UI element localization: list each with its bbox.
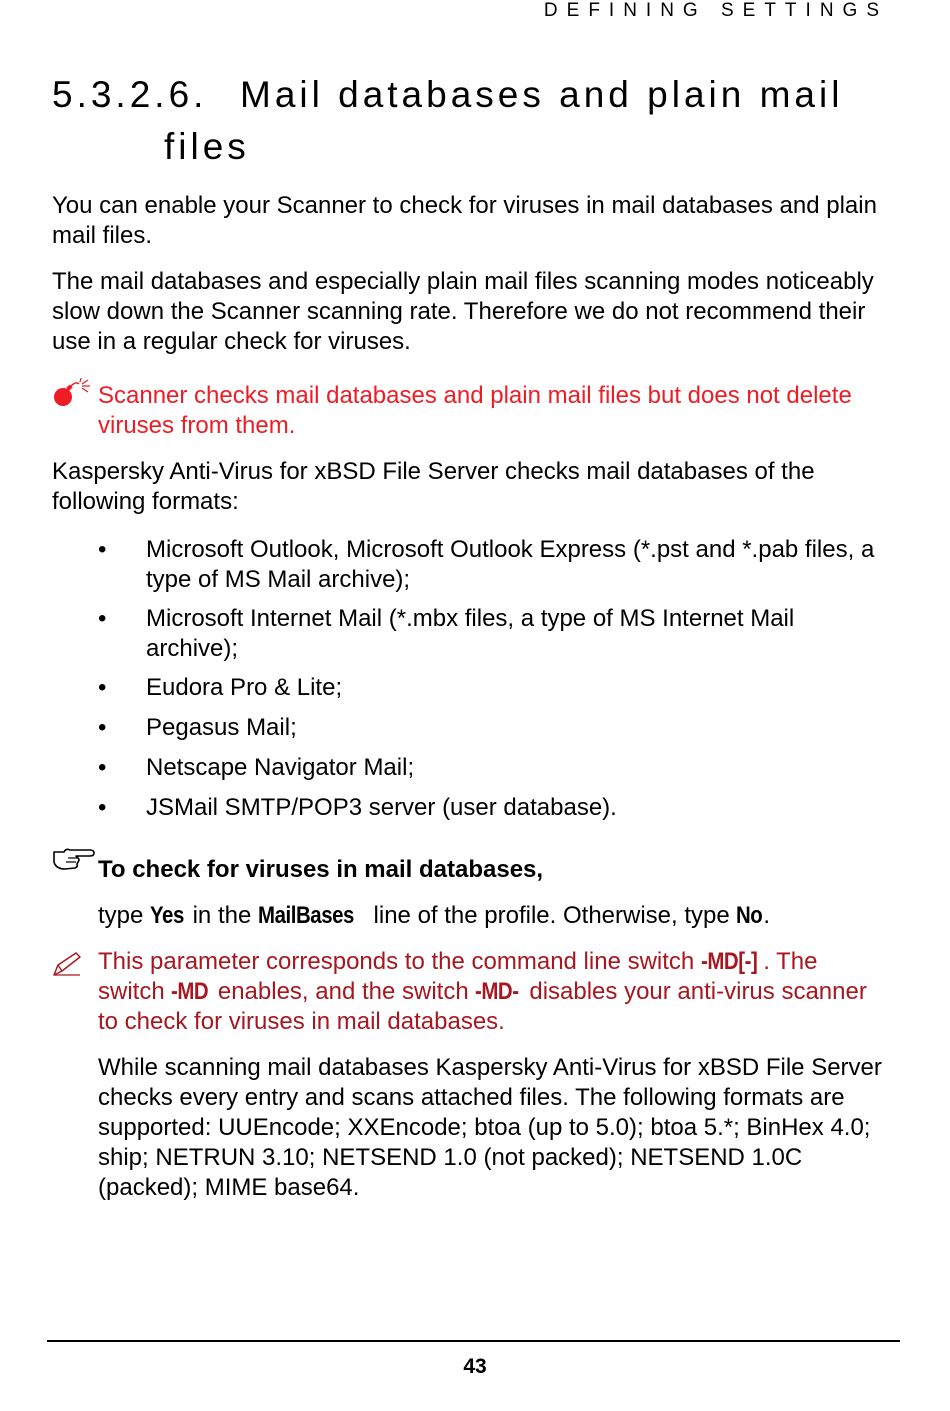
list-item: Eudora Pro & Lite; xyxy=(146,674,343,701)
list-bullet: • xyxy=(98,536,107,563)
procedure-heading: To check for viruses in mail databases, xyxy=(98,856,544,883)
list-item: Pegasus Mail; xyxy=(146,714,297,741)
performance-paragraph: The mail databases and especially plain mail files scanning modes noticeably slow down the Scanner scanning rate. Therefore we do not recommend their use in a regular check for viruses. xyxy=(52,268,874,355)
switch-md-enable: -MD xyxy=(171,978,209,1005)
warning-text: Scanner checks mail databases and plain mail files but does not delete viruses from them. xyxy=(98,382,852,439)
footer-divider xyxy=(47,1340,900,1342)
list-bullet: • xyxy=(98,605,107,632)
keyword-no: No xyxy=(736,902,763,929)
section-title-line1: Mail databases and plain mail xyxy=(240,74,844,115)
note-text: This parameter corresponds to the command line switch -MD[-] . The switch -MD enables, and the switch -MD- disables your anti-virus scanner to check for viruses in mail databases. xyxy=(98,948,867,1035)
pencil-note-icon xyxy=(52,951,82,977)
bomb-icon xyxy=(52,378,96,408)
intro-paragraph: You can enable your Scanner to check for viruses in mail databases and plain mail files. xyxy=(52,192,877,249)
list-item: JSMail SMTP/POP3 server (user database). xyxy=(146,794,617,821)
pointing-hand-icon xyxy=(52,846,96,872)
procedure-text: type Yes in the MailBases line of the profile. Otherwise, type No. xyxy=(98,902,771,929)
list-item: Microsoft Internet Mail (*.mbx files, a type of MS Internet Mail archive); xyxy=(146,605,795,662)
keyword-yes: Yes xyxy=(150,902,184,929)
keyword-mailbases: MailBases xyxy=(257,902,354,929)
list-bullet: • xyxy=(98,754,107,781)
list-item: Netscape Navigator Mail; xyxy=(146,754,415,781)
switch-md-toggle: -MD[-] xyxy=(700,948,758,975)
list-item: Microsoft Outlook, Microsoft Outlook Express (*.pst and *.pab files, a type of MS Mail archive); xyxy=(146,536,875,593)
formats-supported-paragraph: While scanning mail databases Kaspersky Anti-Virus for xBSD File Server checks every entry and scans attached files. The following formats are supported: UUEncode; XXEncode; btoa (up to 5.0); btoa 5.*; BinHex 4.0; ship; NETRUN 3.10; NETSEND 1.0 (not packed); NETSEND 1.0C (packed); MIME base64. xyxy=(98,1054,882,1201)
section-number: 5.3.2.6. xyxy=(52,74,208,115)
list-bullet: • xyxy=(98,794,107,821)
section-title-line2: files xyxy=(164,126,250,167)
switch-md-disable: -MD- xyxy=(475,978,519,1005)
running-header: DEFINING SETTINGS xyxy=(543,0,888,21)
list-bullet: • xyxy=(98,674,107,701)
formats-intro: Kaspersky Anti-Virus for xBSD File Server checks mail databases of the following formats: xyxy=(52,458,815,515)
list-bullet: • xyxy=(98,714,107,741)
page-number: 43 xyxy=(463,1355,487,1378)
